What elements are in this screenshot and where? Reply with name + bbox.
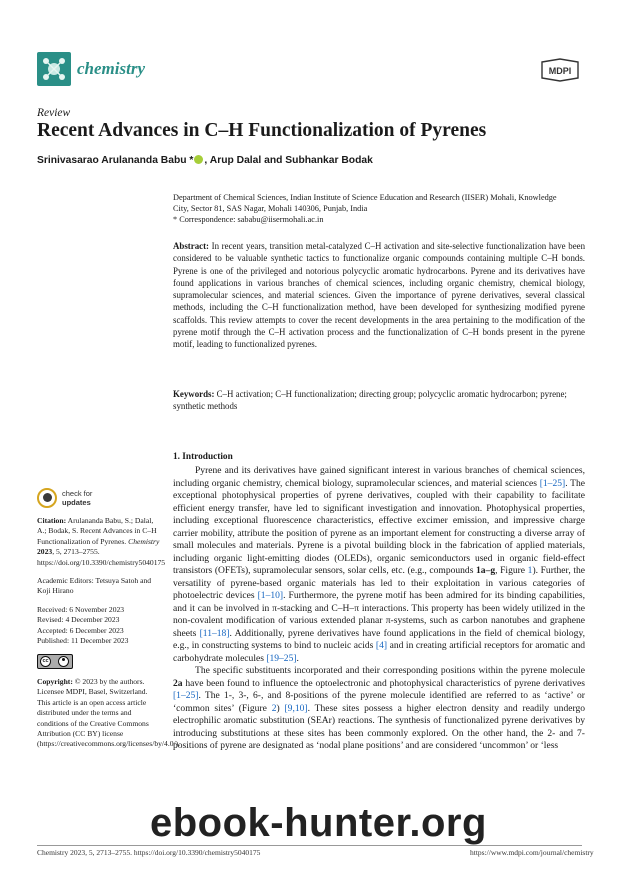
- author-list: [37, 155, 373, 166]
- citation-link[interactable]: [1–10]: [257, 590, 284, 601]
- journal-name: chemistry: [77, 59, 145, 78]
- copyright-text: © 2023 by the authors. Licensee MDPI, Basel, Switzerland. This article is an open access article distributed under the terms and conditions of the Creative Commons Attribution (CC BY) license (https://creativecommons.org/licenses/by/4.0/).: [37, 676, 181, 749]
- abstract-label: Abstract:: [173, 241, 209, 251]
- text-run: . Furthermore, the pyrene motif has been admired for its binding capabilities, and it can be involved in π-stacking and C–H–π interactions. This property has been widely utilized in the non-covalent modification of various extended planar π-systems, such as carbon nanotubes and graphene sheets: [173, 590, 585, 639]
- citation-journal: Chemistry: [128, 536, 160, 546]
- author-first[interactable]: Srinivasarao Arulananda Babu *: [37, 155, 194, 166]
- updates-line2: updates: [62, 497, 91, 507]
- figure-link[interactable]: 1: [527, 565, 533, 576]
- cc-icon-text: cc: [40, 656, 51, 667]
- text-run: The specific substituents incorporated and their corresponding positions within the pyrene molecule: [195, 665, 585, 676]
- text-run: and in creating artificial receptors for aromatic and carbohydrate molecules: [173, 640, 585, 664]
- text-run: Pyrene and its derivatives have gained significant interest in various branches of chemical sciences, including organic chemistry, chemical biology, supramolecular sciences, and material sciences: [173, 465, 585, 489]
- copyright-label: Copyright:: [37, 676, 73, 686]
- publisher-logo-text: MDPI: [548, 66, 572, 76]
- abstract: [173, 240, 585, 351]
- footer-journal-url[interactable]: https://www.mdpi.com/journal/chemistry: [470, 848, 594, 857]
- compound-ref: 1a–g: [476, 565, 496, 576]
- text-run: . The 1-, 3-, 6-, and 8-positions of the pyrene molecule identified are referred to as ‘active’ or ‘common sites’ (Figure: [173, 690, 585, 714]
- revised-date: Revised: 4 December 2023: [37, 615, 120, 625]
- paragraph-1: [173, 465, 585, 665]
- citation-link[interactable]: [19–25]: [266, 652, 297, 664]
- text-run: ): [276, 702, 285, 714]
- publisher-logo: [538, 58, 582, 82]
- citation-link[interactable]: [9,10]: [284, 702, 308, 714]
- academic-editors: Academic Editors: Tetsuya Satoh and Koji Hirano: [37, 576, 152, 596]
- citation-link[interactable]: [1–25]: [539, 477, 566, 489]
- received-date: Received: 6 November 2023: [37, 604, 125, 614]
- article-title: Recent Advances in C–H Functionalization of Pyrenes: [37, 120, 487, 141]
- journal-logo-icon: [37, 52, 71, 86]
- affiliation-line: Department of Chemical Sciences, Indian Institute of Science Education and Research (IISER) Mohali, Knowledge: [173, 193, 557, 202]
- abstract-text: In recent years, transition metal-catalyzed C–H activation and site-selective functionalization have been considered to be valuable synthetic tactics to functionalize organic compounds containing multiple C–H bonds. Pyrene is one of the privileged and notorious polycyclic aromatic hydrocarbons. Pyrene and its derivatives have found applications in various branches of chemical sciences, including organic chemistry, chemical biology, supramolecular sciences, and material sciences. Given the importance of pyrene derivatives, several classical methods, including the C–H functionalization method, have been developed for synthesizing modified pyrene scaffolds. This review attempts to cover the recent developments in the area pertaining to the modification of the pyrene motif through the C–H activation process and the functionalization of C–H bonds present in the pyrene motif, leading to functionalized pyrenes.: [173, 241, 586, 350]
- citation-link[interactable]: [11–18]: [199, 627, 230, 639]
- citation-label: Citation:: [37, 516, 67, 525]
- cc-by-license-icon[interactable]: [37, 654, 73, 669]
- citation-text: Arulananda Babu, S.; Dalal, A.; Bodak, S. Recent Advances in C–H Functionalization of Pyrenes.: [37, 516, 157, 546]
- published-date: Published: 11 December 2023: [37, 636, 129, 646]
- figure-link[interactable]: 2: [271, 702, 277, 714]
- watermark: ebook-hunter.org: [150, 801, 487, 845]
- citation-doi[interactable]: , 5, 2713–2755. https://doi.org/10.3390/chemistry5040175: [37, 547, 166, 567]
- compound-ref: 2a: [173, 677, 183, 689]
- citation-block: [37, 516, 166, 568]
- section-heading: 1. Introduction: [173, 452, 233, 462]
- text-run: ). Further, the versatility of pyrene-based organic materials has led to their exploitation in various categories of photoelectric devices: [173, 565, 585, 601]
- citation-year: 2023: [37, 547, 53, 557]
- correspondence[interactable]: * Correspondence: sababu@iisermohali.ac.in: [173, 215, 324, 224]
- affiliation: [173, 192, 585, 225]
- text-run: have been found to influence the optoelectronic and photophysical characteristics of pyrene derivatives: [182, 677, 585, 689]
- dates-block: [37, 605, 162, 647]
- introduction-body: [173, 465, 585, 753]
- citation-link[interactable]: [4]: [375, 640, 388, 651]
- citation-link[interactable]: [1–25]: [173, 690, 199, 701]
- check-for-updates-badge[interactable]: [37, 488, 127, 512]
- updates-text: [62, 490, 92, 507]
- footer-citation[interactable]: Chemistry 2023, 5, 2713–2755. https://doi.org/10.3390/chemistry5040175: [37, 848, 261, 857]
- text-run: . These sites possess a higher electron density and readily undergo electrophilic aromatic substitution (SEAr) reactions. The synthesis of functionalized pyrene derivatives by introducing substitutions at these sites has been commonly explored. On the other hand, the 2- and 7-positions of pyrene are designated as ‘nodal plane positions’ and are considered ‘uncommon’ or ‘less: [173, 702, 586, 751]
- updates-icon: [37, 488, 57, 508]
- text-run: . The exceptional photophysical properties of pyrene derivatives, coupled with their capability to facilitate efficient energy transfer, have led to significant investigation and innovation. Photophysical properties, including exceptional fluorescence characteristics, effective excimer emission, and impressive charge carrier mobility, attribute the position of pyrene as an important element for constructing a diverse array of small molecules and materials. Pyrene is a pivotal building block in the fabrication of applied materials, including organic light-emitting diodes (OLEDs), organic semiconductors used in organic field-effect transistors (OFETs), supramolecular sensors, solar cells, etc. (e.g., compounds: [173, 477, 585, 576]
- author-rest: , Arup Dalal and Subhankar Bodak: [204, 155, 373, 166]
- updates-line1: check for: [62, 489, 93, 498]
- affiliation-line: City, Sector 81, SAS Nagar, Mohali 140306, Punjab, India: [173, 204, 368, 213]
- by-person-icon: [58, 656, 69, 667]
- orcid-icon[interactable]: [194, 155, 203, 164]
- article-type: Review: [37, 107, 71, 119]
- text-run: . Additionally, pyrene derivatives have found applications in the field of chemical biology, e.g., in constructing systems to bind to nucleic acids: [173, 627, 586, 651]
- keywords-text: C–H activation; C–H functionalization; directing group; polycyclic aromatic hydrocarbon; pyrene; synthetic methods: [173, 389, 567, 412]
- keywords: [173, 388, 585, 413]
- paragraph-2: [173, 665, 585, 753]
- text-run: .: [296, 652, 299, 664]
- keywords-label: Keywords:: [173, 389, 215, 399]
- text-run: , Figure: [495, 565, 528, 576]
- accepted-date: Accepted: 6 December 2023: [37, 625, 124, 635]
